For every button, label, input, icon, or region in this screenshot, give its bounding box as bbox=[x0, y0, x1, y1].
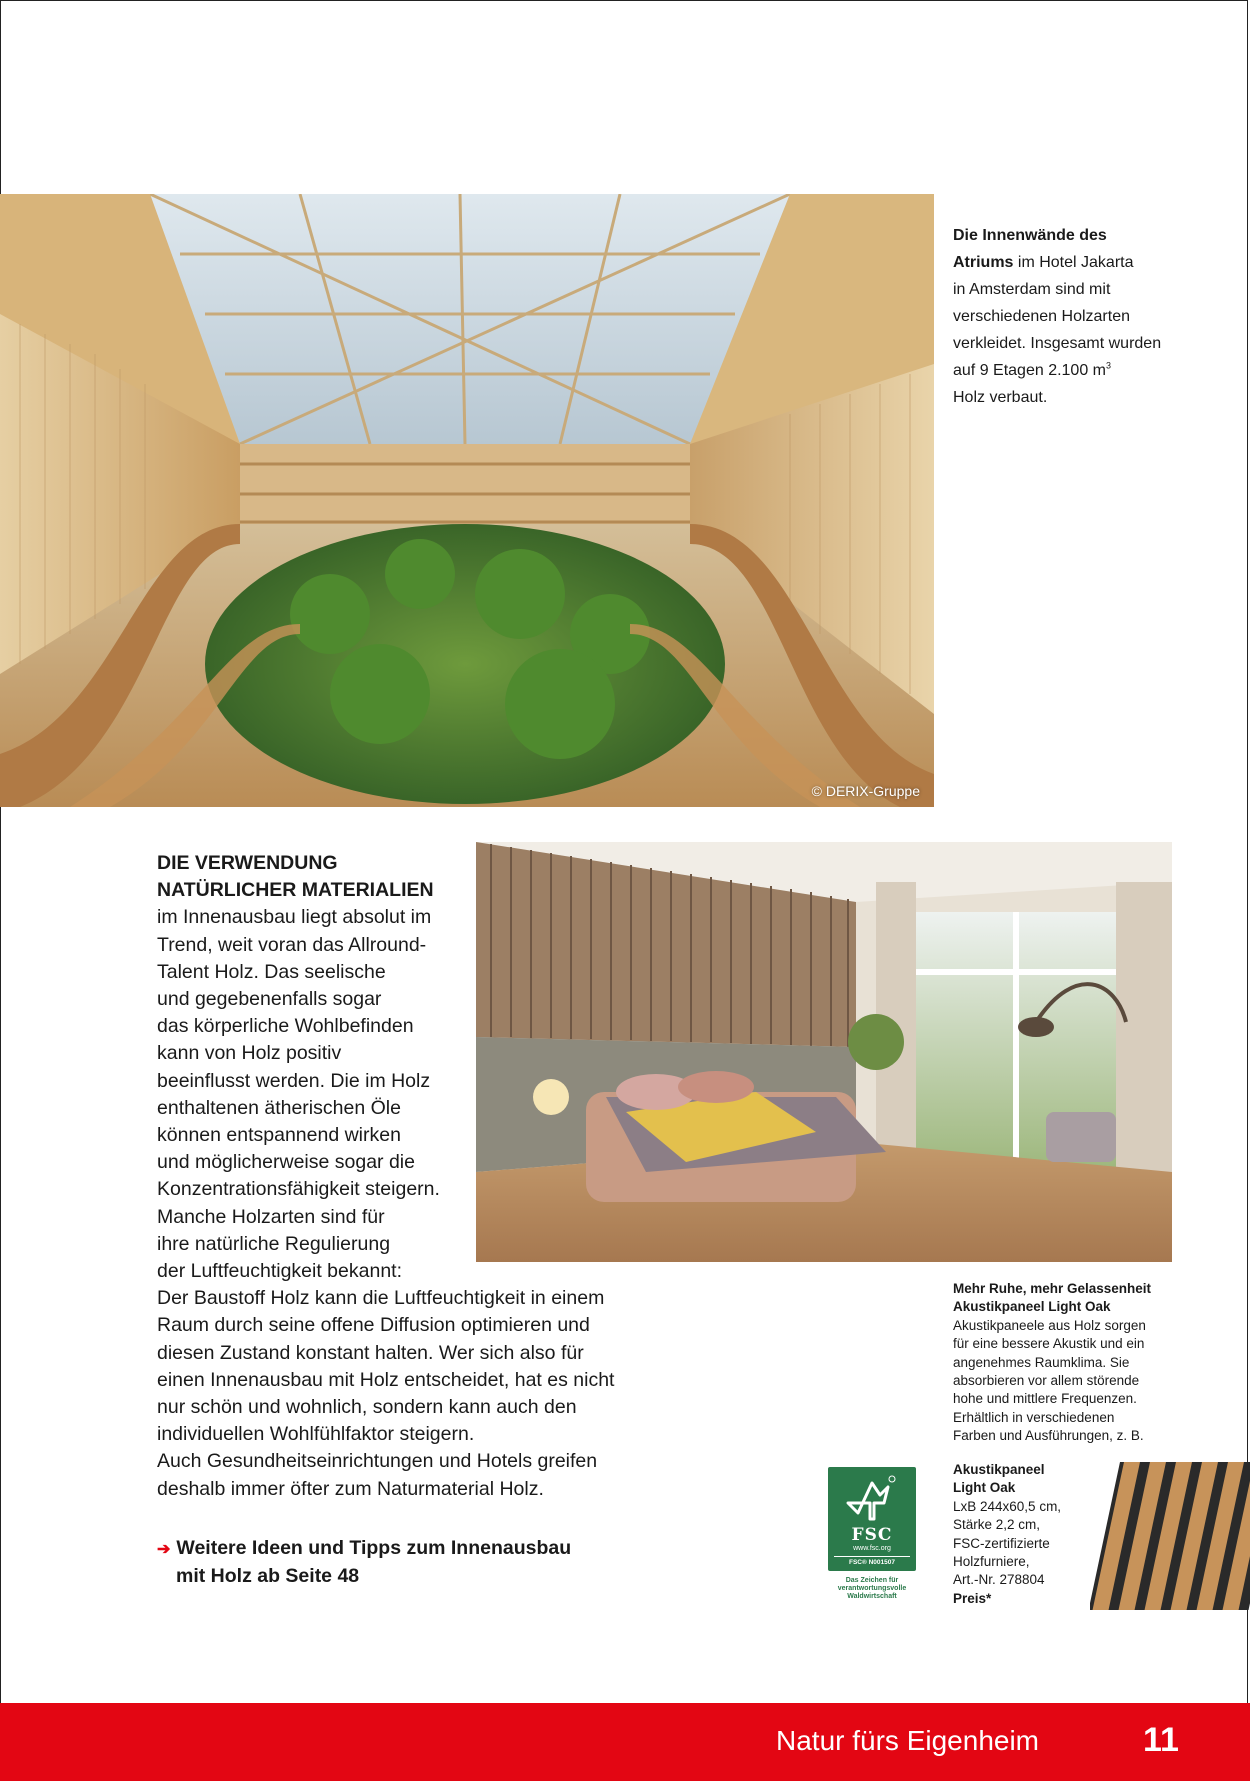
acoustic-panel-illustration bbox=[1090, 1462, 1250, 1610]
caption-bold-2: Atriums bbox=[953, 254, 1014, 271]
bedroom-caption bbox=[953, 1280, 1178, 1446]
product-price: Preis* bbox=[953, 1590, 992, 1606]
article-headline-1: DIE VERWENDUNG bbox=[157, 852, 338, 874]
caption-line-4: verschiedenen Holzarten bbox=[953, 308, 1130, 325]
article-line: und gegebenenfalls sogar bbox=[157, 988, 382, 1011]
article-line: enthaltenen ätherischen Öle bbox=[157, 1096, 401, 1119]
article-line: Trend, weit voran das Allround- bbox=[157, 933, 427, 956]
article-line: können entspannend wirken bbox=[157, 1124, 401, 1147]
atrium-photo bbox=[0, 194, 934, 807]
article-line: Der Baustoff Holz kann die Luftfeuchtigkeit in einem bbox=[157, 1287, 605, 1310]
article-line: Auch Gesundheitseinrichtungen und Hotels greifen bbox=[157, 1450, 598, 1473]
article-line: nur schön und wohnlich, sondern kann auch den bbox=[157, 1396, 577, 1419]
article-line: diesen Zustand konstant halten. Wer sich also für bbox=[157, 1341, 584, 1364]
bedroom-caption-line: für eine bessere Akustik und ein bbox=[953, 1336, 1145, 1352]
product-spec: Art.-Nr. 278804 bbox=[953, 1572, 1045, 1588]
product-title-1: Akustikpaneel bbox=[953, 1462, 1045, 1477]
fsc-tree-icon bbox=[844, 1473, 900, 1523]
panel-sample-image bbox=[1090, 1462, 1250, 1610]
article-line: und möglicherweise sogar die bbox=[157, 1151, 415, 1174]
bedroom-caption-title-2: Akustikpaneel Light Oak bbox=[953, 1299, 1111, 1315]
bedroom-caption-line: angenehmes Raumklima. Sie bbox=[953, 1354, 1130, 1370]
article-line: Talent Holz. Das seelische bbox=[157, 960, 386, 983]
arrow-right-icon: ➔ bbox=[157, 1541, 171, 1558]
article-line: Raum durch seine offene Diffusion optimieren und bbox=[157, 1314, 590, 1337]
article-line: der Luftfeuchtigkeit bekannt: bbox=[157, 1260, 402, 1283]
caption-line-5: verkleidet. Insgesamt wurden bbox=[953, 335, 1162, 352]
atrium-caption bbox=[953, 222, 1183, 411]
more-ideas-line-2: mit Holz ab Seite 48 bbox=[176, 1565, 360, 1587]
product-spec: FSC-zertifizierte bbox=[953, 1535, 1050, 1551]
article-headline-2: NATÜRLICHER MATERIALIEN bbox=[157, 879, 434, 902]
article-body bbox=[157, 850, 637, 1503]
caption-line-6: auf 9 Etagen 2.100 m bbox=[953, 362, 1106, 379]
article-line: deshalb immer öfter zum Naturmaterial Holz. bbox=[157, 1477, 544, 1500]
atrium-illustration bbox=[0, 194, 934, 807]
bedroom-caption-line: hohe und mittlere Frequenzen. bbox=[953, 1391, 1137, 1407]
page-number: 11 bbox=[1143, 1721, 1179, 1759]
product-details bbox=[953, 1461, 1093, 1608]
article-line: individuellen Wohlfühlfaktor steigern. bbox=[157, 1423, 475, 1446]
caption-bold-1: Die Innenwände des bbox=[953, 227, 1107, 244]
more-ideas-line-1: Weitere Ideen und Tipps zum Innenausbau bbox=[176, 1537, 572, 1559]
article-line: im Innenausbau liegt absolut im bbox=[157, 906, 432, 929]
caption-sup: 3 bbox=[1106, 360, 1112, 371]
article-line: kann von Holz positiv bbox=[157, 1042, 342, 1065]
fsc-word: FSC bbox=[851, 1525, 893, 1545]
caption-line-2: im Hotel Jakarta bbox=[1013, 254, 1134, 271]
product-spec: Stärke 2,2 cm, bbox=[953, 1517, 1041, 1533]
product-spec: Holzfurniere, bbox=[953, 1554, 1030, 1570]
footer-title: Natur fürs Eigenheim bbox=[776, 1725, 1040, 1756]
bedroom-caption-line: Erhältlich in verschiedenen bbox=[953, 1409, 1115, 1425]
fsc-url: www.fsc.org bbox=[853, 1545, 891, 1552]
fsc-tagline-1: Das Zeichen für bbox=[845, 1577, 899, 1584]
bedroom-caption-line: absorbieren vor allem störende bbox=[953, 1373, 1140, 1389]
bedroom-caption-line: Farben und Ausführungen, z. B. bbox=[953, 1428, 1144, 1444]
article-line: Konzentrationsfähigkeit steigern. bbox=[157, 1178, 440, 1201]
photo-credit: © DERIX-Gruppe bbox=[811, 783, 920, 799]
fsc-tagline bbox=[828, 1577, 916, 1601]
article-line: ihre natürliche Regulierung bbox=[157, 1232, 391, 1255]
bedroom-caption-title-1: Mehr Ruhe, mehr Gelassenheit bbox=[953, 1281, 1152, 1296]
product-spec: LxB 244x60,5 cm, bbox=[953, 1498, 1062, 1514]
fsc-logo bbox=[828, 1467, 916, 1571]
bedroom-caption-line: Akustikpaneele aus Holz sorgen bbox=[953, 1317, 1146, 1333]
more-ideas-link[interactable] bbox=[157, 1535, 617, 1590]
product-title-2: Light Oak bbox=[953, 1480, 1016, 1496]
fsc-tagline-2: verantwortungsvolle bbox=[837, 1585, 907, 1592]
article-line: das körperliche Wohlbefinden bbox=[157, 1015, 414, 1038]
article-line: einen Innenausbau mit Holz entscheidet, hat es nicht bbox=[157, 1368, 615, 1391]
page-footer bbox=[0, 1703, 1250, 1781]
article-line: beeinflusst werden. Die im Holz bbox=[157, 1069, 431, 1092]
fsc-tagline-3: Waldwirtschaft bbox=[847, 1593, 897, 1600]
caption-line-3: in Amsterdam sind mit bbox=[953, 281, 1111, 298]
fsc-code: FSC® N001507 bbox=[834, 1556, 910, 1566]
caption-line-7: Holz verbaut. bbox=[953, 389, 1048, 406]
article-line: Manche Holzarten sind für bbox=[157, 1205, 385, 1228]
